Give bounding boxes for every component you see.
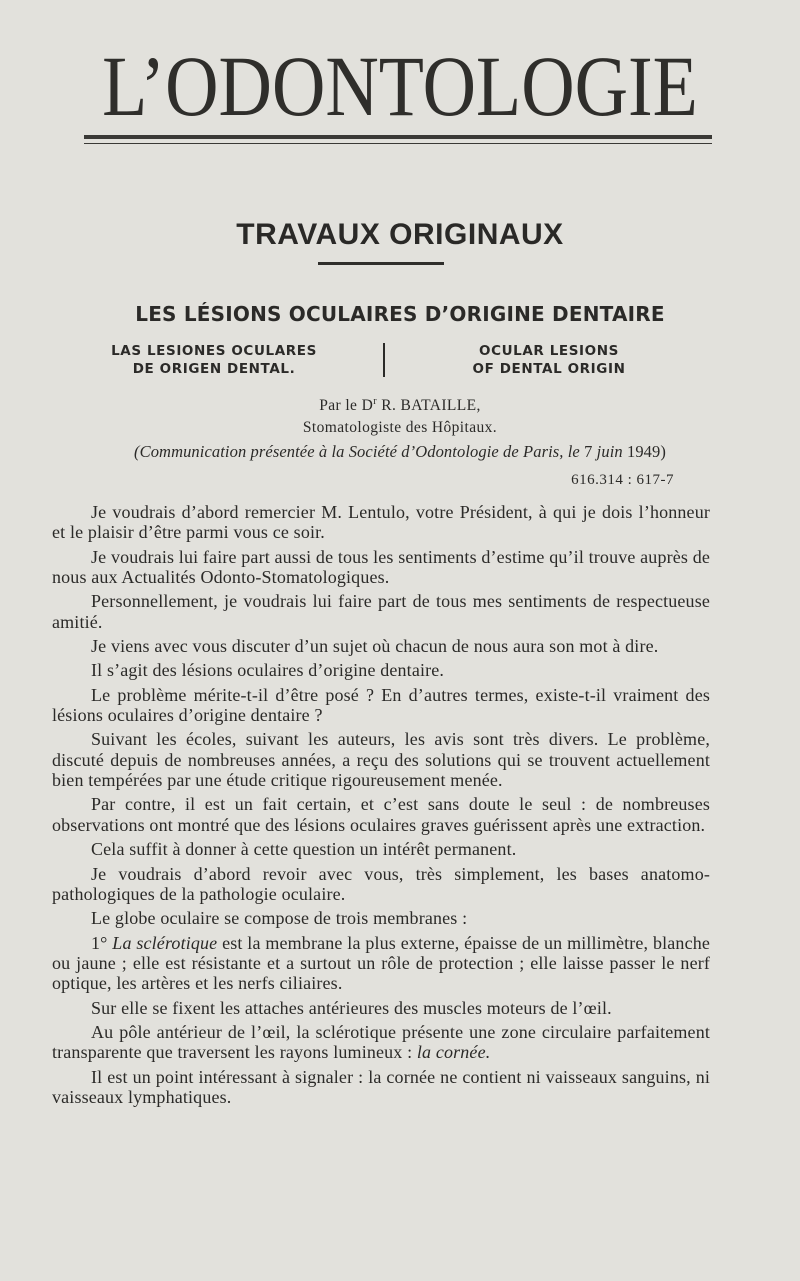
author-prefix-sup: r xyxy=(373,396,377,407)
communication-note xyxy=(0,442,800,462)
paragraph: Sur elle se fixent les attaches antérieures des muscles moteurs de l’œil. xyxy=(91,997,612,1018)
paragraph-sclerotique xyxy=(52,933,710,994)
spanish-title xyxy=(84,342,344,378)
paragraph: Par contre, il est un fait certain, et c’est sans doute le seul : de nombreuses observations ont montré que des lésions oculaires graves guérissent après une extraction. xyxy=(52,794,710,835)
communication-month: juin xyxy=(596,442,623,461)
paragraph: Le problème mérite-t-il d’être posé ? En d’autres termes, existe-t-il vraiment des lésions oculaires d’origine dentaire ? xyxy=(52,684,710,726)
journal-masthead: L’ODONTOLOGIE xyxy=(102,38,698,134)
paragraph: Je voudrais d’abord remercier M. Lentulo, votre Président, à qui je dois l’honneur et le plaisir d’être parmi vous ce soir. xyxy=(52,502,710,543)
author-name: R. BATAILLE, xyxy=(376,397,481,415)
paragraph: Je voudrais lui faire part aussi de tous les sentiments d’estime qu’il trouve auprès de nous aux Actualités Odonto-Stomatologiques. xyxy=(52,546,710,588)
section-underline xyxy=(318,262,444,265)
paragraph: Il est un point intéressant à signaler : la cornée ne contient ni vaisseaux sanguins, ni vaisseaux lymphatiques. xyxy=(52,1066,710,1107)
paragraph-cornee xyxy=(52,1022,710,1063)
article-title: LES LÉSIONS OCULAIRES D’ORIGINE DENTAIRE xyxy=(135,302,665,326)
classification-code: 616.314 : 617-7 xyxy=(571,472,674,488)
term-cornee: la cornée. xyxy=(416,1042,491,1063)
english-title-line1: OCULAR LESIONS xyxy=(479,343,619,359)
title-divider xyxy=(383,343,385,377)
paragraph: Le globe oculaire se compose de trois membranes : xyxy=(91,908,468,929)
spanish-title-line1: LAS LESIONES OCULARES xyxy=(111,343,317,359)
paragraph: Je viens avec vous discuter d’un sujet où chacun de nous aura son mot à dire. xyxy=(91,636,659,657)
communication-day: 7 xyxy=(579,442,597,461)
communication-text: (Communication présentée à la Société d’Odontologie de Paris, le xyxy=(134,442,580,461)
masthead-rule-thick xyxy=(84,135,712,139)
english-title xyxy=(419,342,679,378)
paragraph-text: Au pôle antérieur de l’œil, la sclérotique présente une zone circulaire parfaitement transparente que traversent les rayons lumineux : xyxy=(52,1021,710,1063)
paragraph: Cela suffit à donner à cette question un intérêt permanent. xyxy=(91,839,517,860)
author-prefix: Par le D xyxy=(319,397,374,415)
author-line xyxy=(0,396,800,415)
paragraph: Suivant les écoles, suivant les auteurs, les avis sont très divers. Le problème, discuté depuis de nombreuses années, a reçu des solutions qui se trouvent actuellement bien tempérées par une étude critique rigoureusement menée. xyxy=(52,729,710,791)
communication-year: 1949) xyxy=(622,442,666,461)
author-role: Stomatologiste des Hôpitaux. xyxy=(302,419,498,436)
masthead-rule-thin xyxy=(84,143,712,144)
list-number: 1° xyxy=(91,932,113,953)
article-body xyxy=(52,502,710,1111)
spanish-title-line2: DE ORIGEN DENTAL. xyxy=(132,361,296,377)
paragraph: Il s’agit des lésions oculaires d’origine dentaire. xyxy=(91,660,445,681)
paragraph-text: est la membrane la plus externe, épaisse de un millimètre, blanche ou jaune ; elle est résistante et a surtout un rôle de protection ; elle laisse passer le nerf optique, les artères et les nerfs ciliaires. xyxy=(52,932,710,994)
paragraph: Personnellement, je voudrais lui faire part de tous mes sentiments de respectueuse amitié. xyxy=(52,591,710,632)
paragraph: Je voudrais d’abord revoir avec vous, très simplement, les bases anatomo-pathologiques de la pathologie oculaire. xyxy=(52,863,710,904)
term-sclerotique: La sclérotique xyxy=(112,932,218,953)
english-title-line2: OF DENTAL ORIGIN xyxy=(472,361,626,377)
section-title: TRAVAUX ORIGINAUX xyxy=(236,218,564,251)
